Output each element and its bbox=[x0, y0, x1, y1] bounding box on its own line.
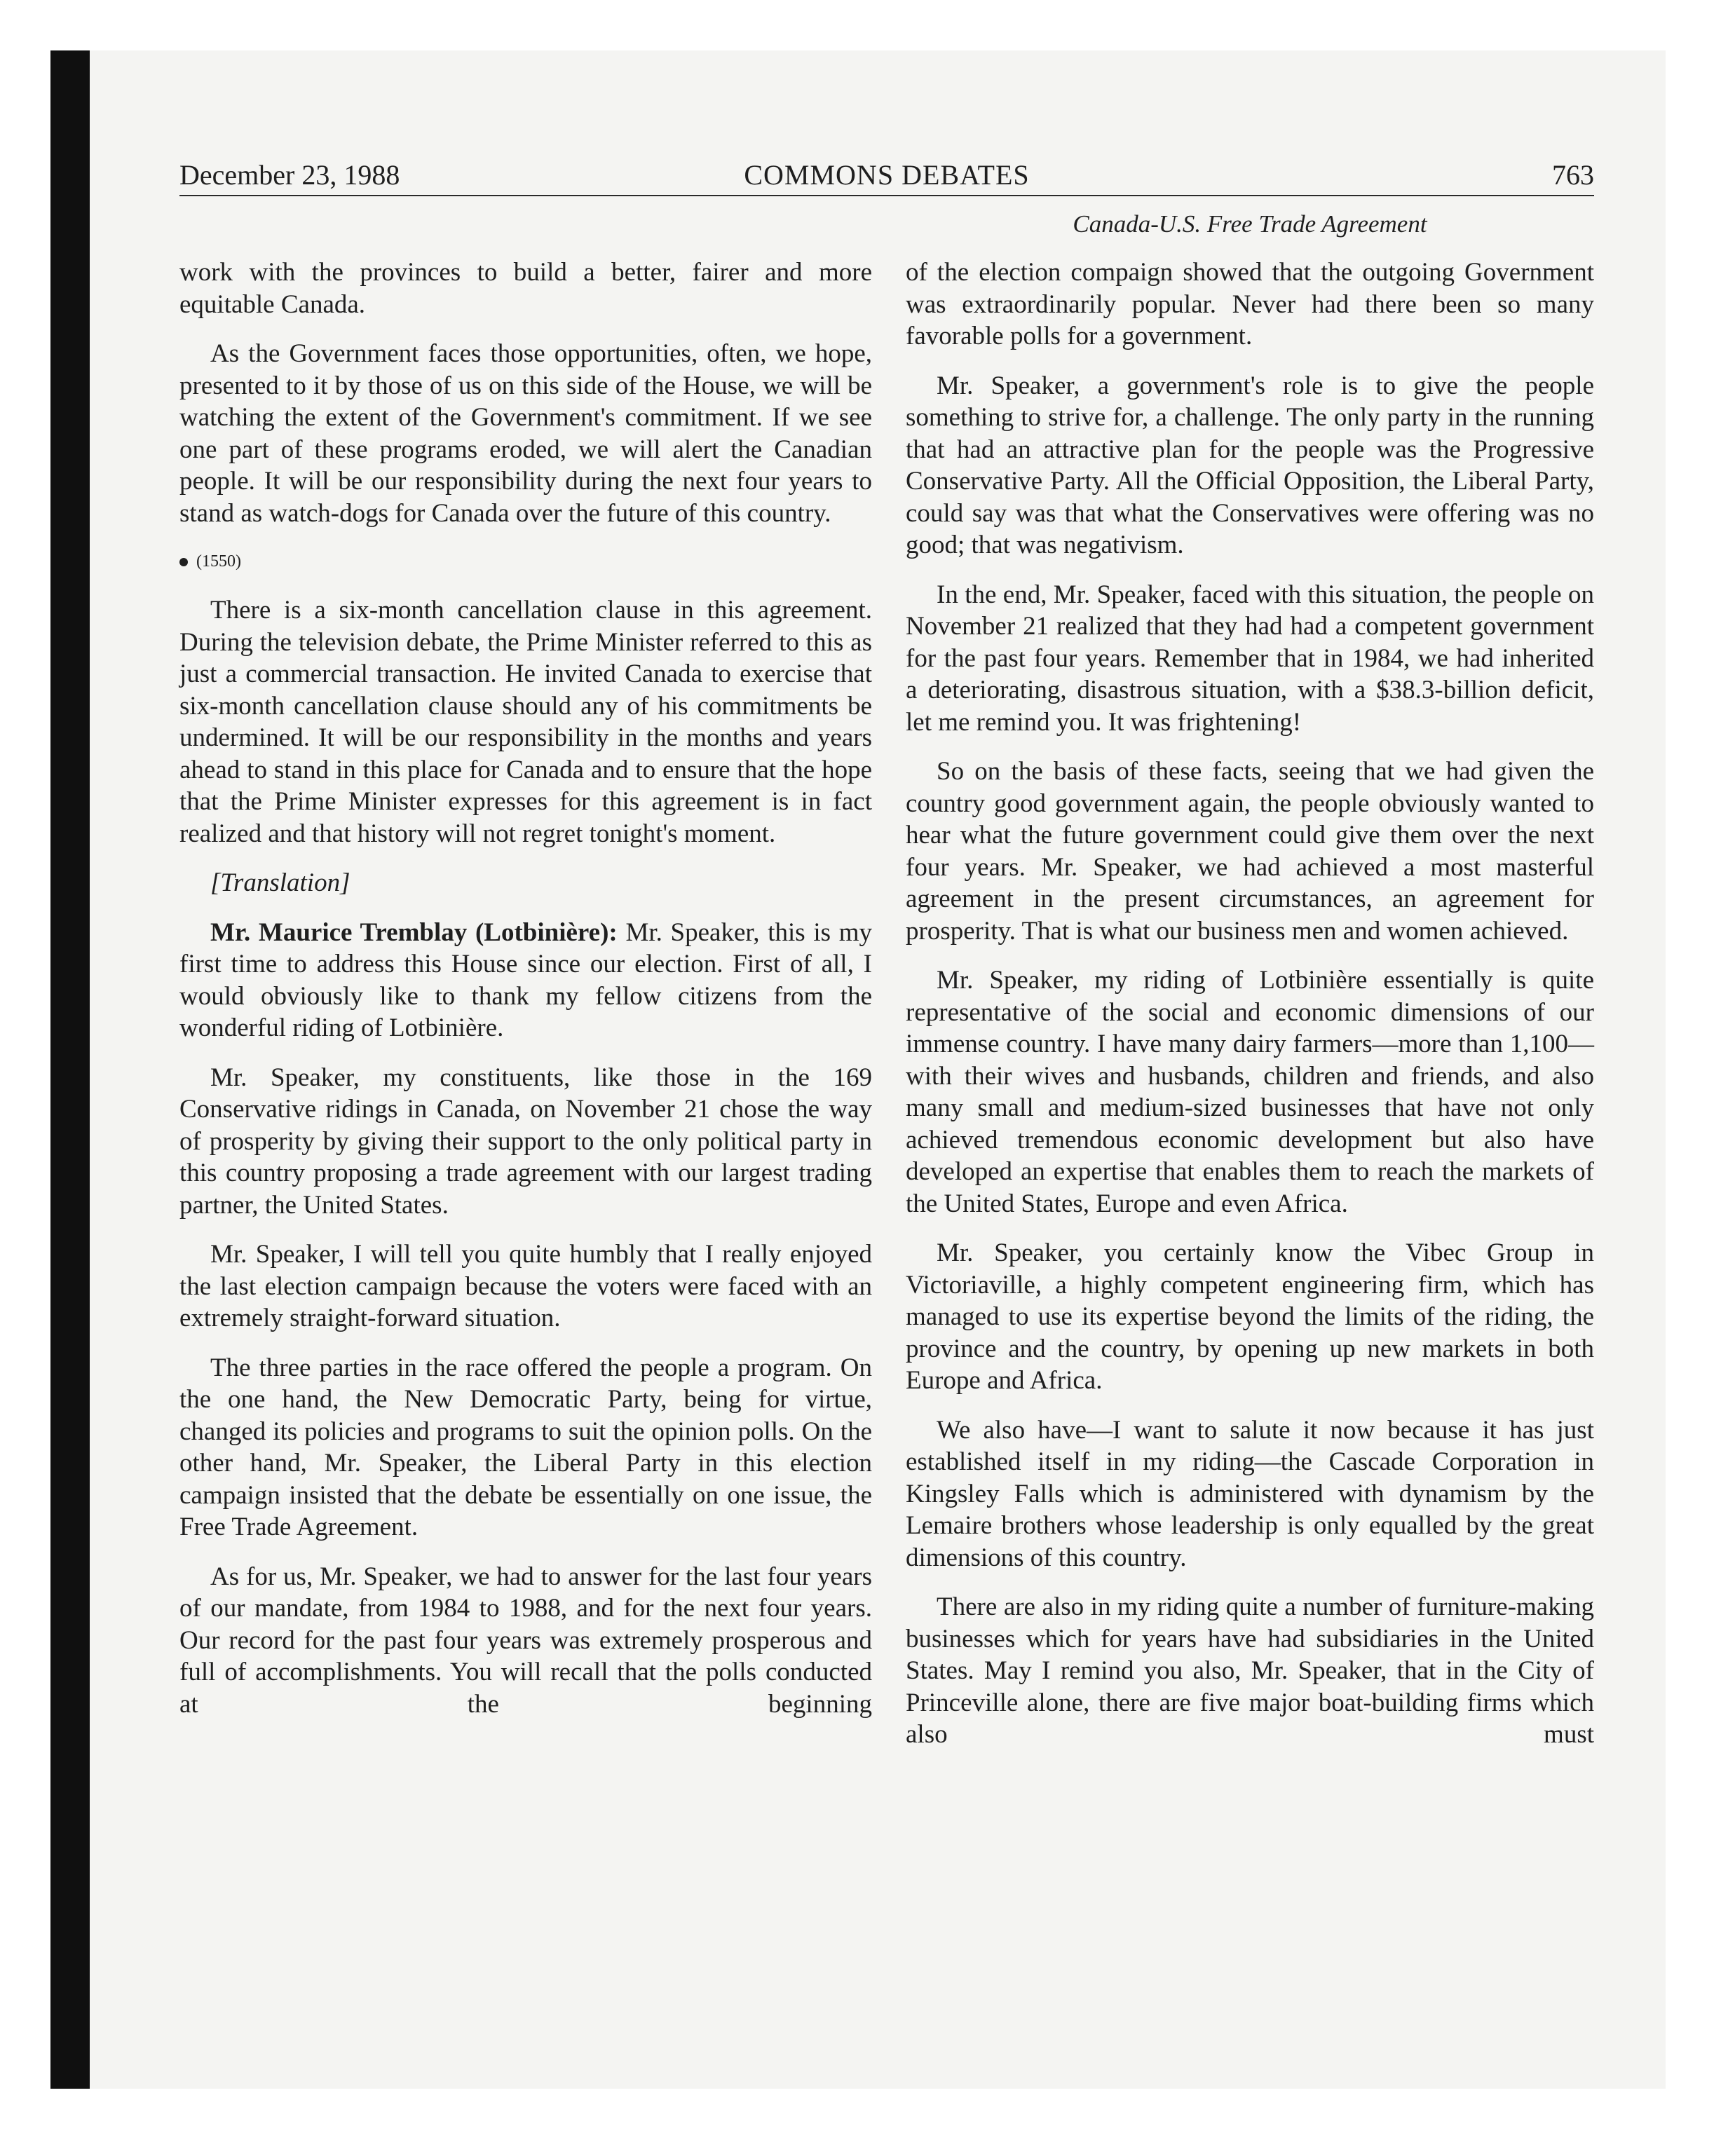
binding-edge bbox=[50, 50, 90, 2089]
paragraph: In the end, Mr. Speaker, faced with this situation, the people on November 21 realized that they had had a competent government for the past four years. Remember that in 1984, we had inherited a deteriorating, disastrous situation, with a $38.3-billion deficit, let me remind you. It was frightening! bbox=[906, 580, 1594, 737]
paragraph: Mr. Speaker, my riding of Lotbinière essentially is quite representative of the social and economic dimensions of our immense country. I have many dairy farmers—more than 1,100—with their wives and husbands, children and friends, and also many small and medium-sized businesses that have not only achieved tremendous economic development but also have developed an expertise that enables them to reach the markets of the United States, Europe and even Africa. bbox=[906, 966, 1594, 1218]
paragraph: As the Government faces those opportunities, often, we hope, presented to it by those of us on this side of the House, we will be watching the extent of the Government's commitment. If we see one part of these programs eroded, we will alert the Canadian people. It will be our responsibility during the next four years to stand as watch-dogs for Canada over the future of this country. bbox=[179, 339, 872, 528]
speech-paragraph bbox=[179, 917, 872, 1044]
paragraph: Mr. Speaker, you certainly know the Vibec Group in Victoriaville, a highly competent engineering firm, which has managed to use its expertise beyond the limits of the riding, the province and the country, by opening up new markets in both Europe and Africa. bbox=[906, 1239, 1594, 1395]
language-note: [Translation] bbox=[210, 868, 351, 897]
paragraph: As for us, Mr. Speaker, we had to answer for the last four years of our mandate, from 1984 to 1988, and for the next four years. Our record for the past four years was extremely prosperous and full of accomplishments. You will recall that the polls conducted at the beginning bbox=[179, 1562, 872, 1719]
time-marker bbox=[179, 547, 872, 576]
header-date: December 23, 1988 bbox=[179, 159, 400, 191]
paragraph: Mr. Speaker, a government's role is to give the people something to strive for, a challenge. The only party in the running that had an attractive plan for the people was the Progressive Conservative Party. All the Official Opposition, the Liberal Party, could say was that what the Conservatives were offering was no good; that was negativism. bbox=[906, 371, 1594, 559]
speaker-name: Mr. Maurice Tremblay (Lotbinière): bbox=[210, 917, 618, 947]
paragraph: Mr. Speaker, my constituents, like those in the 169 Conservative ridings in Canada, on November 21 chose the way of prosperity by giving their support to the only political party in this country proposing a trade agreement with our largest trading partner, the United States. bbox=[179, 1063, 872, 1220]
time-marker-label: (1550) bbox=[196, 552, 241, 571]
header-page-number: 763 bbox=[1552, 159, 1594, 191]
paragraph: There is a six-month cancellation clause in this agreement. During the television debate, the Prime Minister referred to this as just a commercial transaction. He invited Canada to exercise that six-month cancellation clause should any of his commitments be undermined. It will be our responsibility in the months and years ahead to stand in this place for Canada and to ensure that the hope that the Prime Minister expresses for this agreement is in fact realized and that history will not regret tonight's moment. bbox=[179, 596, 872, 848]
paragraph: So on the basis of these facts, seeing that we had given the country good government again, the people obviously wanted to hear what the future government could give them over the next four years. Mr. Speaker, we had achieved a most masterful agreement in the present circumstances, an agreement for prosperity. That is what our business men and women achieved. bbox=[906, 757, 1594, 946]
paragraph: There are also in my riding quite a number of furniture-making businesses which for years have had subsidiaries in the United States. May I remind you also, Mr. Speaker, that in the City of Princeville alone, there are five major boat-building firms which also must bbox=[906, 1592, 1594, 1749]
bullet-icon bbox=[179, 558, 188, 566]
paragraph: We also have—I want to salute it now because it has just established itself in my riding—the Cascade Corporation in Kingsley Falls which is administered with dynamism by the Lemaire brothers whose leadership is only equalled by the great dimensions of this country. bbox=[906, 1415, 1594, 1572]
paragraph: Mr. Speaker, I will tell you quite humbly that I really enjoyed the last election campaign because the voters were faced with an extremely straight-forward situation. bbox=[179, 1240, 872, 1332]
header-rule bbox=[179, 195, 1594, 196]
paragraph: work with the provinces to build a better, fairer and more equitable Canada. bbox=[179, 258, 872, 319]
left-column bbox=[179, 257, 872, 1720]
subject-heading: Canada-U.S. Free Trade Agreement bbox=[1073, 210, 1427, 238]
running-header bbox=[179, 156, 1594, 195]
header-journal-title: COMMONS DEBATES bbox=[744, 159, 1030, 191]
paragraph: of the election compaign showed that the outgoing Government was extraordinarily popular. Never had there been so many favorable polls for a government. bbox=[906, 258, 1594, 350]
speech-text: Mr. Speaker, this is my first time to address this House since our election. First of all, I would obviously like to thank my fellow citizens from the wonderful riding of Lotbinière. bbox=[179, 917, 872, 1042]
right-column bbox=[906, 257, 1594, 1751]
paragraph: The three parties in the race offered the people a program. On the one hand, the New Democratic Party, being for virtue, changed its policies and programs to suit the opinion polls. On the other hand, Mr. Speaker, the Liberal Party in this election campaign insisted that the debate be essentially on one issue, the Free Trade Agreement. bbox=[179, 1353, 872, 1541]
